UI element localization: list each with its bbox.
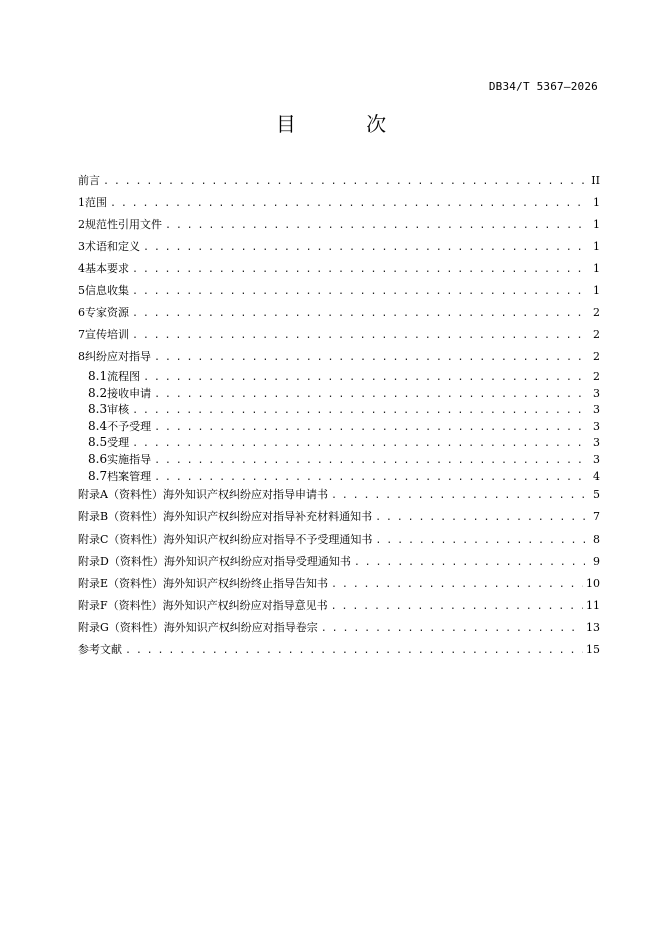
- toc-entry-label: 信息收集: [85, 284, 129, 297]
- page-title: 目 次: [275, 112, 419, 136]
- toc-entry-appendix-prefix: 附录C（资料性）: [78, 532, 164, 546]
- toc-dot-leader: [354, 552, 585, 574]
- toc-entry-label: 术语和定义: [85, 240, 140, 253]
- toc-dot-leader: [132, 259, 585, 281]
- toc-entry-label: 专家资源: [85, 306, 129, 319]
- toc-entry-page-number: 5: [593, 488, 600, 502]
- toc-entry-page-number: 15: [586, 643, 600, 657]
- toc-entry-page-number: 2: [593, 350, 600, 363]
- toc-entry-label: 海外知识产权纠纷应对指导不予受理通知书: [163, 532, 373, 546]
- toc-entry-number: 2: [78, 218, 85, 231]
- toc-dot-leader: [154, 420, 585, 437]
- toc-dot-leader: [125, 640, 583, 662]
- toc-entry-page-number: 1: [593, 284, 600, 297]
- toc-dot-leader: [375, 530, 585, 552]
- toc-entry-page-number: 1: [593, 218, 600, 231]
- toc-dot-leader: [132, 303, 585, 325]
- toc-entry-label: 海外知识产权纠纷应对指导意见书: [162, 599, 328, 613]
- toc-entry-label: 规范性引用文件: [85, 218, 162, 231]
- toc-entry[interactable]: [78, 258, 600, 280]
- toc-entry-label: 海外知识产权纠纷终止指导告知书: [163, 576, 329, 590]
- toc-entry-label: 档案管理: [107, 469, 152, 483]
- toc-dot-leader: [165, 215, 585, 237]
- toc-entry[interactable]: [78, 385, 600, 402]
- toc-entry-label: 受理: [107, 436, 130, 450]
- toc-entry-appendix-prefix: 附录D（资料性）: [78, 554, 164, 568]
- toc-entry-page-number: 3: [593, 386, 600, 400]
- toc-entry-page-number: 13: [586, 621, 600, 635]
- toc-entry-appendix-prefix: 附录B（资料性）: [78, 510, 164, 524]
- toc-entry-page-number: 2: [593, 328, 600, 341]
- table-of-contents: [78, 170, 600, 661]
- toc-entry[interactable]: [78, 192, 600, 214]
- toc-dot-leader: [110, 193, 585, 215]
- toc-entry[interactable]: [78, 434, 600, 451]
- toc-entry-appendix-prefix: 附录A（资料性）: [78, 488, 163, 502]
- toc-dot-leader: [143, 370, 585, 387]
- toc-entry[interactable]: [78, 617, 600, 639]
- toc-dot-leader: [132, 403, 585, 420]
- toc-entry[interactable]: [78, 346, 600, 368]
- toc-dot-leader: [331, 574, 583, 596]
- toc-entry-page-number: 3: [593, 403, 600, 417]
- toc-entry[interactable]: [78, 484, 600, 506]
- toc-entry-page-number: 4: [593, 469, 600, 483]
- toc-entry-page-number: 1: [593, 262, 600, 275]
- toc-entry-label: 海外知识产权纠纷应对指导补充材料通知书: [163, 510, 373, 524]
- toc-dot-leader: [132, 436, 585, 453]
- toc-entry[interactable]: [78, 639, 600, 661]
- toc-entry-number: 8.3: [88, 402, 108, 417]
- toc-entry-page-number: 10: [586, 576, 600, 590]
- toc-dot-leader: [331, 596, 583, 618]
- toc-entry[interactable]: [78, 595, 600, 617]
- toc-entry[interactable]: [78, 506, 600, 528]
- toc-entry-number: 8.2: [88, 385, 108, 400]
- toc-entry-number: 3: [78, 240, 85, 253]
- toc-entry[interactable]: [78, 368, 600, 385]
- toc-entry-label: 纠纷应对指导: [85, 350, 151, 363]
- toc-entry-number: 8.1: [88, 369, 108, 383]
- toc-dot-leader: [154, 347, 585, 369]
- toc-entry-number: 8.6: [88, 451, 108, 466]
- toc-entry-appendix-prefix: 附录E（资料性）: [78, 576, 164, 590]
- toc-entry-number: 6: [78, 306, 85, 319]
- toc-entry[interactable]: [78, 573, 600, 595]
- toc-dot-leader: [132, 281, 585, 303]
- toc-entry-number: 4: [78, 262, 85, 275]
- toc-entry-label: 审核: [107, 403, 130, 417]
- toc-entry[interactable]: [78, 451, 600, 468]
- document-code: DB34/T 5367—2026: [488, 80, 598, 93]
- toc-entry-number: 8: [78, 350, 85, 363]
- toc-entry[interactable]: [78, 401, 600, 418]
- toc-dot-leader: [143, 237, 585, 259]
- toc-dot-leader: [375, 507, 585, 529]
- toc-entry-page-number: II: [591, 174, 600, 187]
- toc-entry[interactable]: [78, 302, 600, 324]
- toc-entry-page-number: 2: [593, 370, 600, 383]
- toc-entry[interactable]: [78, 280, 600, 302]
- toc-entry-page-number: 3: [593, 452, 600, 466]
- toc-entry-number: 5: [78, 284, 85, 297]
- toc-dot-leader: [132, 325, 585, 347]
- toc-entry[interactable]: [78, 170, 600, 192]
- toc-entry-page-number: 3: [593, 436, 600, 450]
- toc-entry-label: 接收申请: [107, 386, 152, 400]
- toc-entry-page-number: 7: [593, 510, 600, 524]
- toc-entry[interactable]: [78, 236, 600, 258]
- toc-entry-page-number: 1: [593, 196, 600, 209]
- toc-entry-label: 海外知识产权纠纷应对指导申请书: [162, 488, 328, 502]
- toc-entry-label: 范围: [85, 196, 107, 209]
- toc-entry-page-number: 9: [593, 554, 600, 568]
- toc-dot-leader: [154, 453, 585, 470]
- toc-entry-label: 实施指导: [107, 452, 152, 466]
- toc-entry[interactable]: [78, 418, 600, 435]
- toc-entry[interactable]: [78, 551, 600, 573]
- toc-entry-label: 海外知识产权纠纷应对指导卷宗: [163, 621, 318, 635]
- toc-entry-number: 8.5: [88, 435, 108, 450]
- toc-entry-page-number: 3: [593, 419, 600, 433]
- toc-entry-label: 不予受理: [107, 419, 152, 433]
- toc-entry-number: 7: [78, 328, 85, 341]
- toc-dot-leader: [154, 387, 585, 404]
- toc-entry-label: 参考文献: [78, 643, 122, 657]
- toc-entry-label: 前言: [78, 174, 100, 187]
- toc-entry-page-number: 11: [586, 599, 600, 613]
- toc-entry-page-number: 8: [593, 532, 600, 546]
- toc-dot-leader: [321, 618, 583, 640]
- toc-entry[interactable]: [78, 529, 600, 551]
- toc-entry[interactable]: [78, 468, 600, 485]
- toc-entry[interactable]: [78, 324, 600, 346]
- toc-entry-number: 8.7: [88, 468, 108, 483]
- toc-entry-number: 8.4: [88, 418, 108, 433]
- toc-entry-label: 宣传培训: [85, 328, 129, 341]
- toc-entry-label: 海外知识产权纠纷应对指导受理通知书: [163, 554, 351, 568]
- toc-entry-appendix-prefix: 附录G（资料性）: [78, 621, 164, 635]
- toc-dot-leader: [103, 171, 585, 193]
- toc-entry-page-number: 1: [593, 240, 600, 253]
- toc-entry-label: 流程图: [107, 370, 141, 383]
- toc-entry-appendix-prefix: 附录F（资料性）: [78, 599, 163, 613]
- toc-entry[interactable]: [78, 214, 600, 236]
- toc-entry-page-number: 2: [593, 306, 600, 319]
- toc-entry-label: 基本要求: [85, 262, 129, 275]
- toc-entry-number: 1: [78, 196, 85, 209]
- toc-dot-leader: [331, 485, 585, 507]
